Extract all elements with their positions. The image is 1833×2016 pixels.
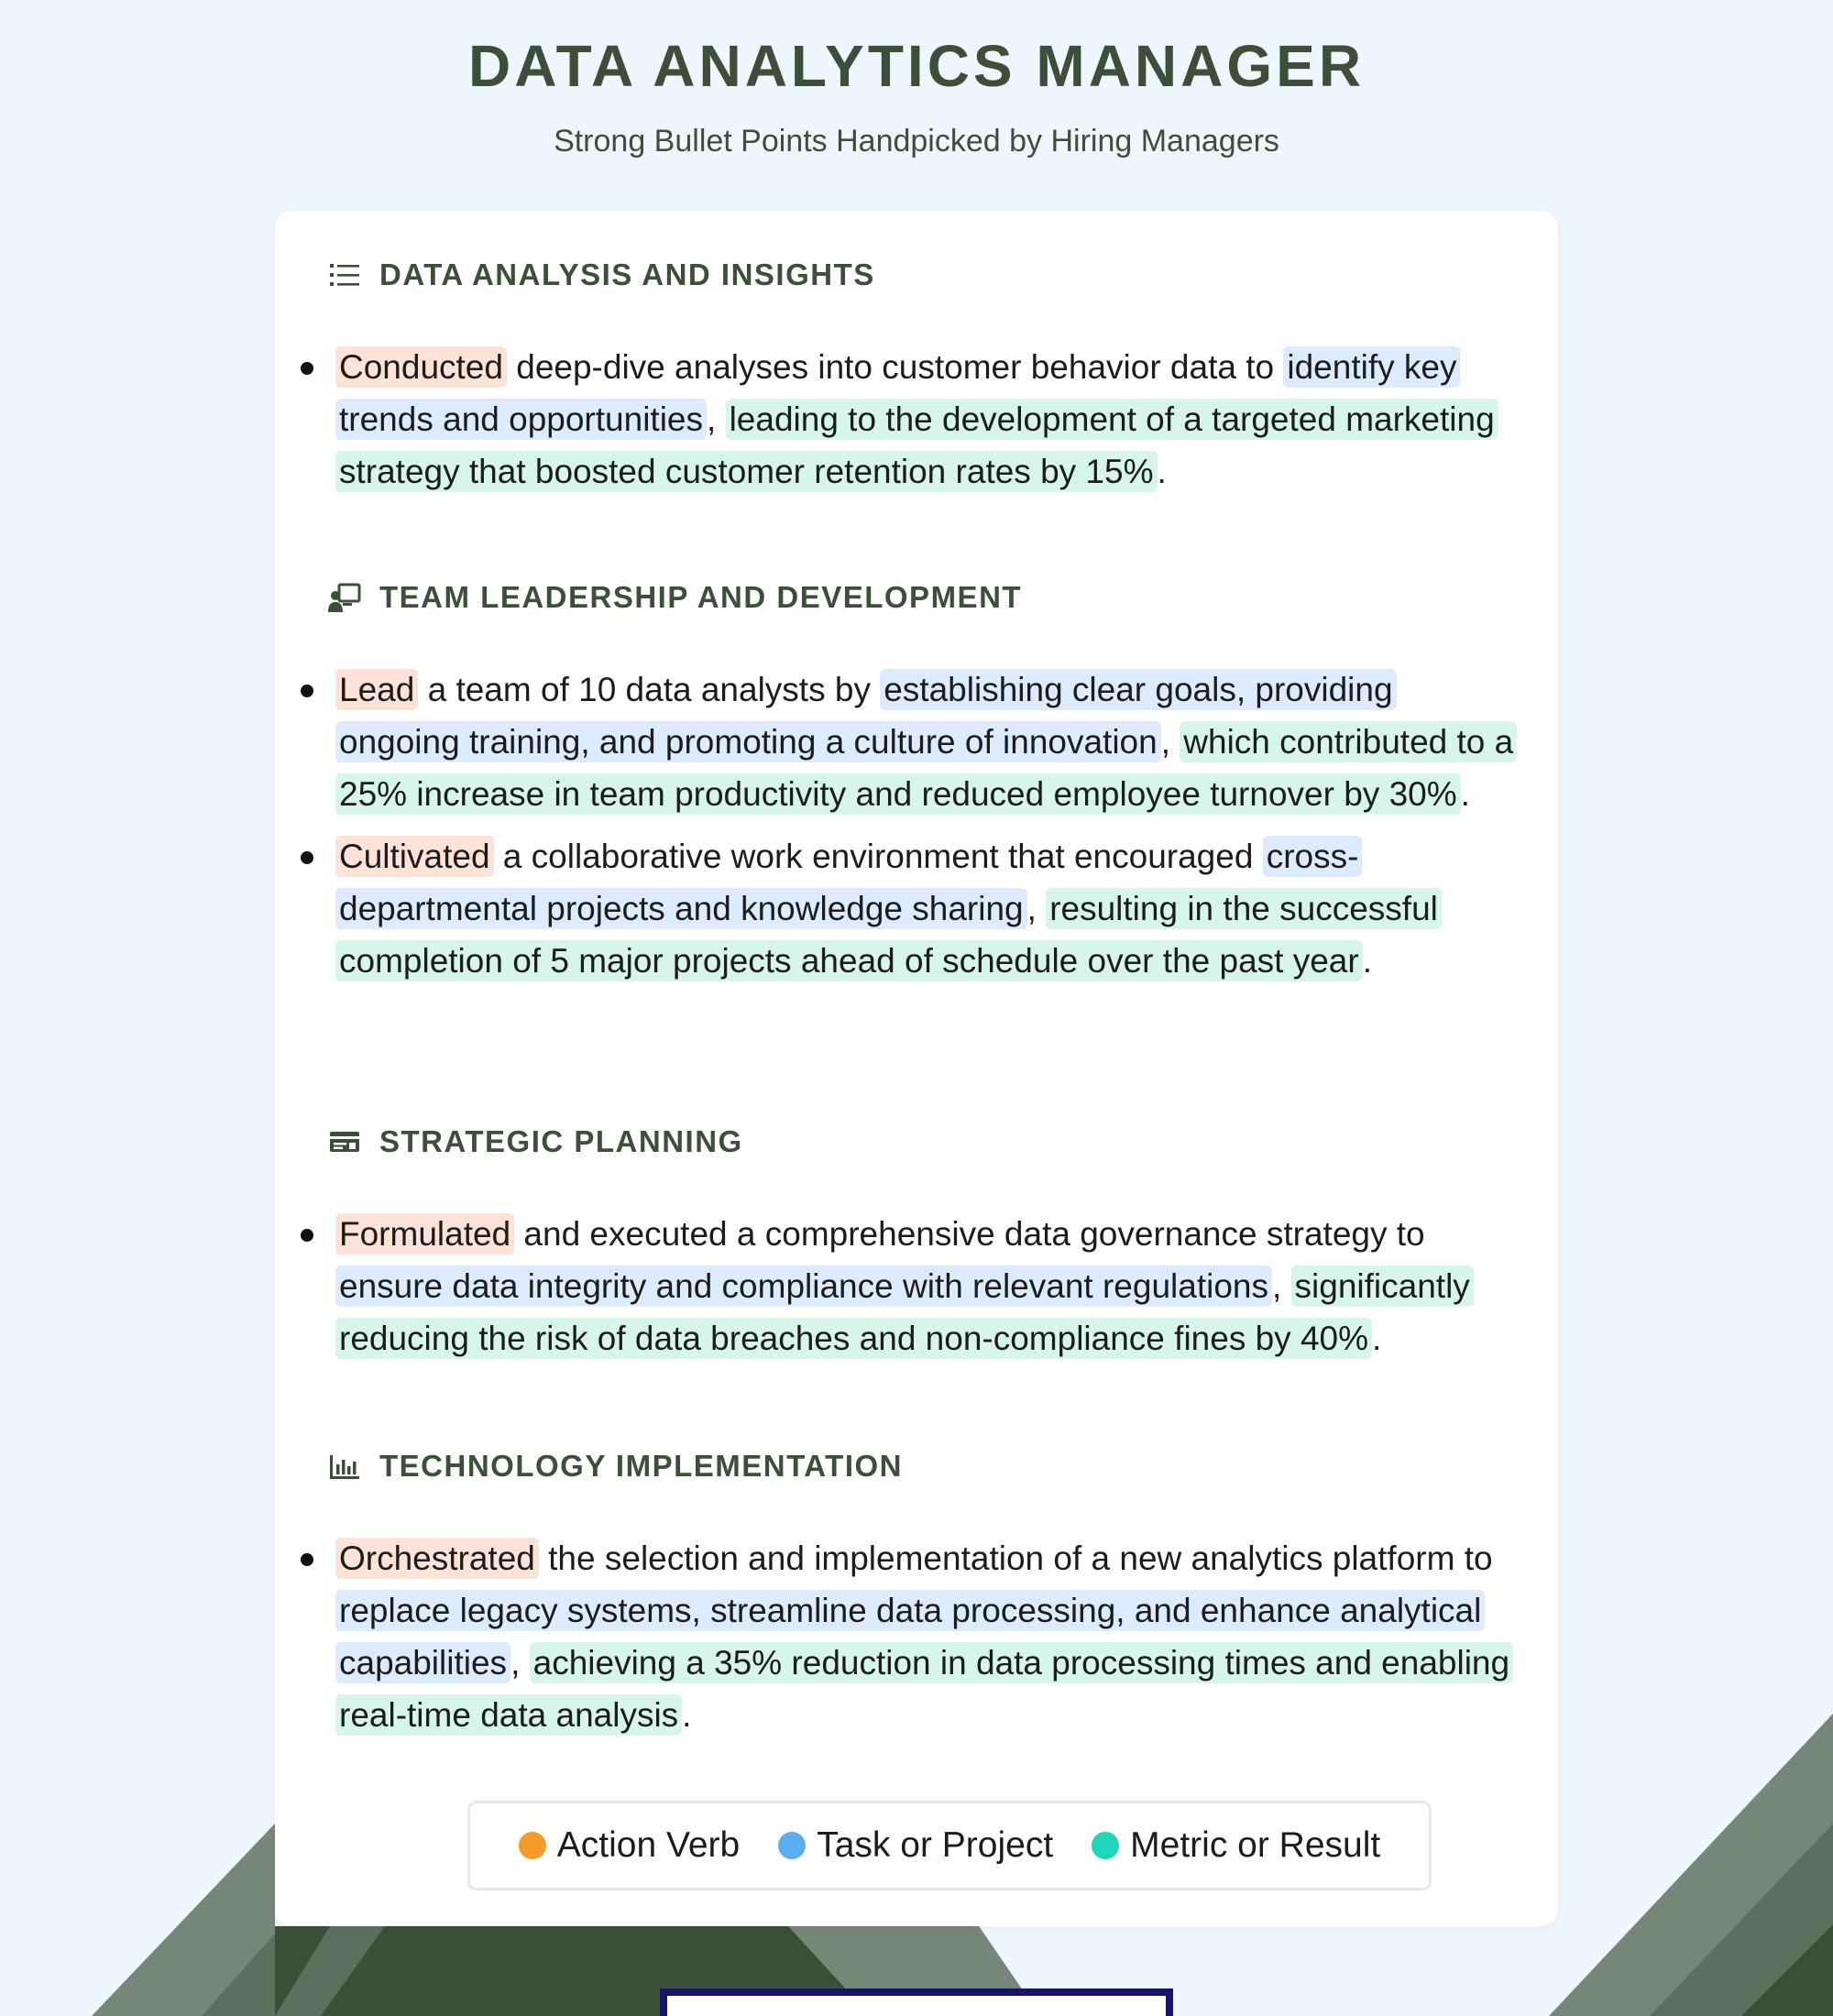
bullet-list (328, 663, 1520, 987)
bullet-text: , (510, 1644, 530, 1682)
bullet-text: , (1271, 1267, 1291, 1305)
bullet-points-card (275, 211, 1558, 1926)
section-title: TEAM LEADERSHIP AND DEVELOPMENT (379, 580, 1023, 614)
metric-phrase: leading to the development of a targeted marketing strategy that boosted customer retention rates by 15% (335, 399, 1498, 492)
legend-label: Action Verb (556, 1825, 741, 1865)
page-subtitle: Strong Bullet Points Handpicked by Hiring Managers (554, 124, 1279, 159)
section-header (328, 1116, 1520, 1167)
blue-dot-icon (778, 1832, 806, 1859)
highlight-legend (467, 1801, 1432, 1890)
bullet-item (328, 830, 1520, 987)
orange-dot-icon (519, 1832, 546, 1859)
bullet-text: deep-dive analyses into customer behavior data to (506, 348, 1284, 386)
teal-dot-icon (1092, 1832, 1119, 1859)
bullet-text: . (1460, 775, 1470, 813)
task-phrase: replace legacy systems, streamline data processing, and enhance analytical capabilities (335, 1590, 1485, 1683)
action-verb: Cultivated (335, 836, 494, 877)
task-phrase: ensure data integrity and compliance with relevant regulations (335, 1265, 1272, 1307)
task-phrase: identify key trends and opportunities (335, 346, 1460, 440)
bullet-item (328, 663, 1520, 820)
task-phrase: cross-departmental projects and knowledge sharing (335, 836, 1362, 929)
bullet-item (328, 1532, 1520, 1741)
section-title: DATA ANALYSIS AND INSIGHTS (379, 257, 875, 291)
legend-label: Metric or Result (1130, 1825, 1381, 1865)
card-icon (328, 1125, 361, 1158)
bullet-item (328, 341, 1520, 498)
list-icon (328, 258, 361, 291)
section-header (328, 572, 1520, 623)
legend-item-action-verb (519, 1825, 740, 1866)
section-technology-implementation (328, 1441, 1520, 1751)
bullet-text: a team of 10 data analysts by (418, 671, 881, 708)
bullet-text: , (1160, 723, 1180, 761)
legend-label: Task or Project (817, 1825, 1054, 1865)
section-title: STRATEGIC PLANNING (379, 1124, 743, 1158)
action-verb: Conducted (335, 346, 507, 388)
bar-chart-icon (328, 1450, 361, 1483)
action-verb: Lead (335, 669, 418, 710)
bullet-text: and executed a comprehensive data governance strategy to (514, 1215, 1425, 1253)
section-header (328, 249, 1520, 301)
section-title: TECHNOLOGY IMPLEMENTATION (379, 1449, 903, 1483)
bottom-cta-box[interactable] (660, 1989, 1173, 2016)
bullet-text: , (1026, 890, 1047, 927)
page-header (0, 27, 1833, 161)
metric-phrase: which contributed to a 25% increase in team productivity and reduced employee turnover by 30% (335, 721, 1517, 815)
bullet-text: . (1157, 453, 1167, 490)
legend-item-task (778, 1825, 1053, 1866)
bullet-text: , (707, 400, 726, 438)
bullet-text: the selection and implementation of a new analytics platform to (538, 1539, 1493, 1577)
bullet-list (328, 1208, 1520, 1364)
bullet-item (328, 1208, 1520, 1364)
metric-phrase: achieving a 35% reduction in data processing times and enabling real-time data analysis (335, 1642, 1513, 1736)
bullet-text: . (1362, 942, 1372, 980)
section-data-analysis (328, 249, 1520, 508)
presenter-icon (328, 581, 361, 614)
metric-phrase: resulting in the successful completion of 5 major projects ahead of schedule over the past year (335, 888, 1442, 981)
section-strategic-planning (328, 1116, 1520, 1375)
bullet-text: a collaborative work environment that encouraged (493, 838, 1263, 875)
bullet-list (328, 1532, 1520, 1741)
page-title: DATA ANALYTICS MANAGER (467, 33, 1366, 99)
bullet-text: . (682, 1696, 692, 1734)
bullet-text: . (1372, 1320, 1382, 1357)
section-header (328, 1441, 1520, 1492)
task-phrase: establishing clear goals, providing ongoing training, and promoting a culture of innovation (335, 669, 1397, 762)
action-verb: Formulated (335, 1213, 514, 1255)
legend-item-metric (1092, 1825, 1380, 1866)
metric-phrase: significantly reducing the risk of data breaches and non-compliance fines by 40% (335, 1265, 1474, 1359)
bullet-list (328, 341, 1520, 498)
section-team-leadership (328, 572, 1520, 997)
action-verb: Orchestrated (335, 1538, 539, 1579)
